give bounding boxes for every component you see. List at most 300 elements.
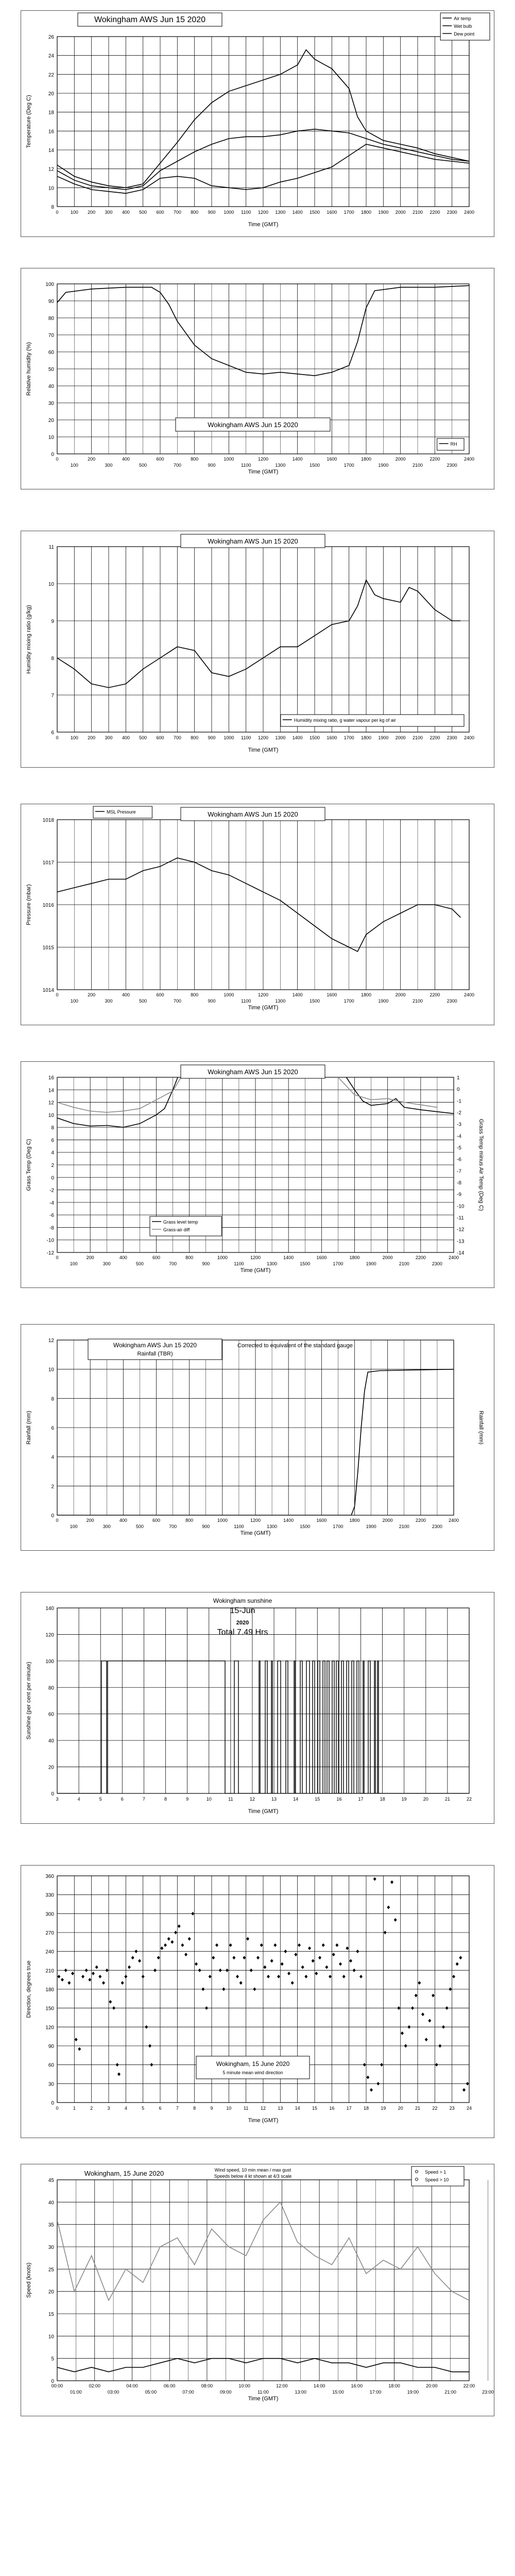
x-tick-label: 12:00 [276, 2383, 288, 2388]
x-tick-label: 1200 [258, 210, 269, 215]
chart-total: Total 7.49 Hrs [217, 1628, 268, 1637]
x-tick-label: 07:00 [182, 2389, 194, 2395]
x-tick-label: 600 [156, 992, 164, 997]
x-tick-label: 11 [243, 2106, 249, 2111]
x-tick-label: 15:00 [332, 2389, 344, 2395]
y-tick-label: 35 [48, 2222, 54, 2228]
x-tick-label: 17 [358, 1797, 364, 1802]
y-tick-label: 20 [48, 1765, 54, 1771]
x-tick-label: 1900 [378, 735, 389, 740]
x-tick-label: 8 [164, 1797, 167, 1802]
x-tick-label: 100 [70, 735, 78, 740]
chart-title: Wokingham AWS Jun 15 2020 [94, 15, 206, 24]
y-tick-label: 40 [48, 384, 54, 389]
y-tick-label: 10 [48, 2334, 54, 2340]
y-tick-label: 24 [48, 53, 54, 59]
y-tick-label: 6 [51, 730, 54, 736]
x-tick-label: 500 [135, 1261, 144, 1266]
y2-tick-label: -9 [457, 1192, 461, 1198]
x-tick-label: 22:00 [463, 2383, 475, 2388]
y-tick-label: 40 [48, 2200, 54, 2206]
chart-panel-wind-speed [21, 2164, 494, 2416]
y-axis-label: Direction, degrees true [26, 1960, 32, 2018]
y2-axis-label: Rainfall (mm) [478, 1411, 484, 1445]
x-tick-label: 02:00 [89, 2383, 100, 2388]
y-tick-label: 22 [48, 72, 54, 78]
y-tick-label: 0 [51, 452, 54, 457]
y-tick-label: 0 [51, 1791, 54, 1797]
chart-title: Wokingham, 15 June 2020 [216, 2060, 290, 2067]
x-tick-label: 16:00 [351, 2383, 363, 2388]
chart-svg-3 [21, 804, 494, 1025]
x-tick-label: 1200 [258, 992, 269, 997]
y-tick-label: 1015 [42, 945, 54, 951]
x-tick-label: 200 [88, 992, 96, 997]
x-tick-label: 900 [202, 1524, 210, 1529]
legend-label: Humidity mixing ratio, g water vapour per kg of air [294, 718, 396, 723]
x-tick-label: 24 [466, 2106, 472, 2111]
y-tick-label: 15 [48, 2312, 54, 2317]
y-tick-label: 150 [45, 2006, 54, 2012]
x-tick-label: 19 [381, 2106, 386, 2111]
legend-label: Wet bulb [454, 24, 472, 29]
x-axis-label: Time (GMT) [248, 469, 279, 475]
y-tick-label: 100 [45, 282, 54, 287]
x-tick-label: 200 [86, 1255, 94, 1260]
y-axis-label: Pressure (mbar) [26, 884, 32, 925]
x-tick-label: 1200 [250, 1255, 261, 1260]
x-tick-label: 1500 [300, 1524, 311, 1529]
x-tick-label: 400 [122, 735, 130, 740]
y-axis-label: Grass Temp (Deg C) [26, 1139, 32, 1191]
y2-tick-label: -12 [457, 1227, 465, 1233]
x-tick-label: 800 [185, 1255, 194, 1260]
x-tick-label: 2300 [432, 1524, 442, 1529]
chart-panel-pressure [21, 804, 494, 1025]
y2-tick-label: -7 [457, 1168, 461, 1175]
x-tick-label: 400 [122, 456, 130, 462]
x-tick-label: 08:00 [201, 2383, 213, 2388]
x-tick-label: 1500 [300, 1261, 311, 1266]
x-axis-label: Time (GMT) [240, 1530, 271, 1536]
x-tick-label: 1600 [327, 456, 337, 462]
x-tick-label: 03:00 [107, 2389, 119, 2395]
x-tick-label: 1800 [349, 1518, 360, 1523]
x-tick-label: 2400 [448, 1518, 459, 1523]
x-tick-label: 1 [73, 2106, 76, 2111]
x-tick-label: 00:00 [51, 2383, 63, 2388]
y-tick-label: 8 [51, 1396, 54, 1402]
x-tick-label: 500 [139, 463, 147, 468]
x-tick-label: 1400 [283, 1255, 294, 1260]
x-tick-label: 21:00 [444, 2389, 456, 2395]
legend-label: RH [450, 442, 457, 447]
y-tick-label: 70 [48, 333, 54, 338]
y-tick-label: 10 [48, 1112, 54, 1118]
y-tick-label: 26 [48, 35, 54, 40]
x-tick-label: 600 [152, 1518, 161, 1523]
x-tick-label: 900 [208, 210, 216, 215]
y-tick-label: 12 [48, 166, 54, 173]
chart-svg-2 [21, 531, 494, 767]
x-tick-label: 3 [107, 2106, 110, 2111]
x-tick-label: 2 [90, 2106, 93, 2111]
x-tick-label: 11:00 [258, 2389, 269, 2395]
x-axis-label: Time (GMT) [240, 1267, 271, 1274]
y-tick-label: 9 [51, 619, 54, 624]
y-axis-label: Speed (knots) [26, 2262, 32, 2298]
x-tick-label: 13 [278, 2106, 283, 2111]
x-tick-label: 1800 [360, 210, 372, 215]
x-tick-label: 4 [124, 2106, 127, 2111]
x-tick-label: 600 [156, 456, 164, 462]
x-tick-label: 1700 [344, 735, 354, 740]
y-tick-label: 2 [51, 1163, 54, 1168]
x-tick-label: 10 [206, 1797, 212, 1802]
x-tick-label: 19 [401, 1797, 407, 1802]
x-tick-label: 2100 [399, 1261, 409, 1266]
legend-label: Speed > 10 [425, 2177, 449, 2182]
legend-label: MSL Pressure [107, 809, 136, 815]
y-tick-label: 270 [45, 1930, 54, 1936]
x-tick-label: 23 [449, 2106, 455, 2111]
y-tick-label: 240 [45, 1949, 54, 1955]
y-tick-label: 25 [48, 2267, 54, 2273]
y-tick-label: 300 [45, 1911, 54, 1918]
y-tick-label: 10 [48, 1367, 54, 1373]
chart-svg-4 [21, 1062, 494, 1287]
x-tick-label: 1000 [224, 735, 234, 740]
x-tick-label: 14:00 [313, 2383, 325, 2388]
y-tick-label: 120 [45, 2025, 54, 2031]
y-tick-label: -2 [49, 1188, 54, 1194]
y-tick-label: 6 [51, 1426, 54, 1431]
x-tick-label: 2000 [395, 735, 406, 740]
x-tick-label: 0 [56, 735, 59, 740]
x-axis-label: Time (GMT) [248, 2117, 279, 2124]
x-tick-label: 1400 [292, 456, 303, 462]
x-tick-label: 1300 [275, 463, 286, 468]
x-tick-label: 0 [56, 1518, 59, 1523]
x-tick-label: 8 [193, 2106, 196, 2111]
x-tick-label: 600 [156, 735, 164, 740]
x-tick-label: 14 [295, 2106, 300, 2111]
y-tick-label: 10 [48, 185, 54, 192]
chart-panel-mixing-ratio [21, 531, 494, 768]
x-tick-label: 1100 [234, 1261, 244, 1266]
x-tick-label: 10 [226, 2106, 232, 2111]
y-tick-label: 30 [48, 2245, 54, 2250]
x-tick-label: 1800 [360, 992, 372, 997]
x-tick-label: 9 [186, 1797, 189, 1802]
x-tick-label: 1800 [349, 1255, 360, 1260]
x-tick-label: 1500 [309, 463, 320, 468]
x-tick-label: 17:00 [369, 2389, 382, 2395]
x-tick-label: 1100 [241, 735, 251, 740]
y-tick-label: -8 [49, 1225, 54, 1231]
y-tick-label: 80 [48, 1685, 54, 1691]
y2-tick-label: -8 [457, 1180, 461, 1186]
x-tick-label: 700 [173, 463, 181, 468]
y-tick-label: 0 [51, 2100, 54, 2106]
y2-tick-label: 0 [457, 1087, 460, 1093]
x-tick-label: 2000 [395, 456, 406, 462]
chart-panel-wind-direction [21, 1865, 494, 2138]
y-tick-label: -6 [49, 1213, 54, 1219]
y2-tick-label: -3 [457, 1122, 461, 1128]
x-tick-label: 1700 [344, 463, 354, 468]
x-tick-label: 400 [122, 210, 130, 215]
x-tick-label: 2100 [412, 463, 423, 468]
chart-title: Wokingham sunshine [213, 1597, 272, 1604]
x-tick-label: 01:00 [70, 2389, 82, 2395]
x-tick-label: 20:00 [426, 2383, 438, 2388]
y-tick-label: 0 [51, 1513, 54, 1519]
x-tick-label: 2400 [464, 456, 475, 462]
x-tick-label: 1400 [283, 1518, 294, 1523]
chart-svg-8 [21, 2164, 494, 2416]
x-tick-label: 15 [312, 2106, 318, 2111]
x-tick-label: 700 [169, 1261, 177, 1266]
x-tick-label: 2400 [464, 992, 475, 997]
x-tick-label: 1100 [234, 1524, 244, 1529]
x-tick-label: 2100 [412, 210, 423, 215]
x-tick-label: 700 [173, 998, 181, 1004]
y-tick-label: 210 [45, 1968, 54, 1974]
x-tick-label: 700 [173, 735, 181, 740]
chart-svg-0 [21, 11, 494, 236]
x-tick-label: 1000 [217, 1518, 228, 1523]
y-tick-label: -10 [46, 1238, 54, 1244]
x-tick-label: 10:00 [238, 2383, 250, 2388]
y-tick-label: 5 [51, 2356, 54, 2362]
x-tick-label: 21 [444, 1797, 450, 1802]
y-tick-label: 80 [48, 316, 54, 321]
x-tick-label: 0 [56, 210, 59, 215]
x-tick-label: 800 [191, 210, 199, 215]
x-tick-label: 1100 [241, 998, 251, 1004]
x-tick-label: 13:00 [295, 2389, 306, 2395]
x-tick-label: 2400 [464, 735, 475, 740]
x-tick-label: 1900 [366, 1261, 376, 1266]
x-tick-label: 300 [105, 463, 113, 468]
x-tick-label: 1300 [267, 1524, 278, 1529]
x-tick-label: 14 [293, 1797, 299, 1802]
x-tick-label: 2200 [430, 456, 440, 462]
y-tick-label: 8 [51, 1125, 54, 1131]
chart-panel-rainfall [21, 1324, 494, 1551]
x-tick-label: 400 [122, 992, 130, 997]
x-tick-label: 900 [208, 735, 216, 740]
x-tick-label: 4 [77, 1797, 80, 1802]
y-tick-label: 16 [48, 1075, 54, 1081]
y-axis-label: Sunshine (per cent per minute) [26, 1662, 32, 1740]
x-tick-label: 16 [329, 2106, 335, 2111]
y-tick-label: 6 [51, 1138, 54, 1144]
x-tick-label: 1000 [224, 992, 234, 997]
x-tick-label: 1700 [344, 210, 354, 215]
x-tick-label: 2200 [430, 735, 440, 740]
y-axis-label: Humidity mixing ratio (g/kg) [26, 605, 32, 674]
y-tick-label: 1016 [42, 903, 54, 908]
chart-subtitle: Rainfall (TBR) [137, 1351, 173, 1357]
x-tick-label: 300 [105, 735, 113, 740]
chart-note: Speeds below 4 kt shown at 4/3 scale [214, 2174, 292, 2179]
x-tick-label: 04:00 [126, 2383, 138, 2388]
chart-note: Corrected to equivalent of the standard gauge [237, 1343, 353, 1349]
chart-subtitle: 5 minute mean wind direction [222, 2070, 283, 2075]
y2-tick-label: -10 [457, 1204, 465, 1210]
x-tick-label: 2200 [415, 1255, 426, 1260]
x-tick-label: 3 [56, 1797, 59, 1802]
y-tick-label: 50 [48, 367, 54, 372]
x-tick-label: 5 [142, 2106, 145, 2111]
x-tick-label: 22 [432, 2106, 438, 2111]
x-tick-label: 0 [56, 1255, 59, 1260]
x-tick-label: 300 [105, 210, 113, 215]
x-tick-label: 1300 [275, 998, 286, 1004]
x-tick-label: 18 [363, 2106, 369, 2111]
x-tick-label: 500 [135, 1524, 144, 1529]
x-tick-label: 500 [139, 735, 147, 740]
x-tick-label: 18:00 [388, 2383, 400, 2388]
x-tick-label: 16 [336, 1797, 342, 1802]
x-tick-label: 05:00 [145, 2389, 157, 2395]
x-tick-label: 2000 [382, 1255, 393, 1260]
x-tick-label: 200 [86, 1518, 94, 1523]
legend-label: Grass level temp [163, 1219, 198, 1225]
x-tick-label: 100 [70, 1261, 78, 1266]
x-tick-label: 1600 [327, 992, 337, 997]
x-axis-label: Time (GMT) [248, 747, 279, 753]
x-tick-label: 700 [169, 1524, 177, 1529]
x-tick-label: 500 [139, 210, 147, 215]
y-tick-label: 20 [48, 2289, 54, 2295]
y-tick-label: -12 [46, 1250, 54, 1256]
y2-tick-label: -11 [457, 1215, 464, 1221]
x-tick-label: 1100 [241, 210, 251, 215]
y-tick-label: 30 [48, 2081, 54, 2088]
y-tick-label: 20 [48, 91, 54, 97]
chart-title-box [196, 2056, 310, 2079]
x-tick-label: 900 [208, 998, 216, 1004]
x-tick-label: 1400 [292, 735, 303, 740]
y-tick-label: 140 [45, 1606, 54, 1612]
chart-title: Wokingham AWS Jun 15 2020 [208, 810, 298, 818]
y-tick-label: 7 [51, 693, 54, 699]
x-tick-label: 2300 [447, 210, 457, 215]
x-tick-label: 20 [423, 1797, 428, 1802]
x-tick-label: 400 [119, 1255, 127, 1260]
y-tick-label: 60 [48, 350, 54, 355]
x-tick-label: 15 [315, 1797, 320, 1802]
x-tick-label: 300 [105, 998, 113, 1004]
x-tick-label: 1400 [292, 992, 303, 997]
x-tick-label: 1600 [327, 735, 337, 740]
x-tick-label: 2300 [432, 1261, 442, 1266]
y-tick-label: 4 [51, 1150, 54, 1156]
y-tick-label: 12 [48, 1100, 54, 1106]
y-tick-label: 10 [48, 435, 54, 440]
x-tick-label: 1600 [327, 210, 337, 215]
x-axis-label: Time (GMT) [248, 1808, 279, 1815]
x-tick-label: 5 [99, 1797, 102, 1802]
x-tick-label: 1400 [292, 210, 303, 215]
x-tick-label: 13 [271, 1797, 277, 1802]
x-tick-label: 22 [466, 1797, 472, 1802]
y-axis-label: Rainfall (mm) [26, 1411, 32, 1445]
chart-panel-temperature [21, 10, 494, 237]
x-tick-label: 2200 [430, 210, 440, 215]
y-tick-label: 18 [48, 110, 54, 116]
chart-svg-5 [21, 1325, 494, 1550]
x-tick-label: 2300 [447, 463, 457, 468]
x-tick-label: 0 [56, 2106, 59, 2111]
x-tick-label: 1900 [378, 210, 389, 215]
x-tick-label: 2200 [415, 1518, 426, 1523]
x-tick-label: 2300 [447, 998, 457, 1004]
chart-title: Wokingham, 15 June 2020 [84, 2170, 164, 2177]
x-tick-label: 800 [185, 1518, 194, 1523]
x-tick-label: 900 [202, 1261, 210, 1266]
x-tick-label: 20 [398, 2106, 403, 2111]
x-tick-label: 800 [191, 456, 199, 462]
x-tick-label: 500 [139, 998, 147, 1004]
y-tick-label: 45 [48, 2178, 54, 2183]
x-tick-label: 1200 [258, 735, 269, 740]
x-tick-label: 300 [102, 1261, 111, 1266]
x-tick-label: 2400 [448, 1255, 459, 1260]
x-tick-label: 6 [159, 2106, 162, 2111]
x-tick-label: 2100 [412, 735, 423, 740]
y2-tick-label: -2 [457, 1110, 461, 1116]
x-tick-label: 0 [56, 456, 59, 462]
y-tick-label: 330 [45, 1892, 54, 1899]
x-tick-label: 1900 [378, 998, 389, 1004]
legend-label: Speed > 1 [425, 2170, 447, 2175]
x-tick-label: 300 [102, 1524, 111, 1529]
x-tick-label: 7 [176, 2106, 179, 2111]
x-tick-label: 21 [415, 2106, 421, 2111]
x-tick-label: 19:00 [407, 2389, 419, 2395]
y-tick-label: 60 [48, 1711, 54, 1718]
x-tick-label: 1900 [378, 463, 389, 468]
x-tick-label: 1600 [316, 1255, 327, 1260]
x-tick-label: 2000 [395, 992, 406, 997]
x-axis-label: Time (GMT) [248, 222, 279, 228]
y-tick-label: 180 [45, 1987, 54, 1993]
x-axis-label: Time (GMT) [248, 2396, 279, 2402]
x-tick-label: 1300 [275, 210, 286, 215]
x-tick-label: 800 [191, 992, 199, 997]
x-tick-label: 1000 [217, 1255, 228, 1260]
x-tick-label: 1700 [333, 1261, 344, 1266]
y-tick-label: 14 [48, 1088, 54, 1094]
x-tick-label: 12 [249, 1797, 255, 1802]
x-tick-label: 2000 [395, 210, 406, 215]
x-tick-label: 2100 [399, 1524, 409, 1529]
y-tick-label: 30 [48, 401, 54, 406]
x-tick-label: 6 [121, 1797, 124, 1802]
chart-svg-6 [21, 1592, 494, 1823]
y2-tick-label: 1 [457, 1075, 460, 1081]
x-tick-label: 9 [210, 2106, 213, 2111]
legend-label: Air temp [454, 16, 471, 21]
x-tick-label: 0 [56, 992, 59, 997]
chart-svg-7 [21, 1866, 494, 2138]
y-tick-label: 2 [51, 1484, 54, 1490]
x-tick-label: 06:00 [163, 2383, 176, 2388]
